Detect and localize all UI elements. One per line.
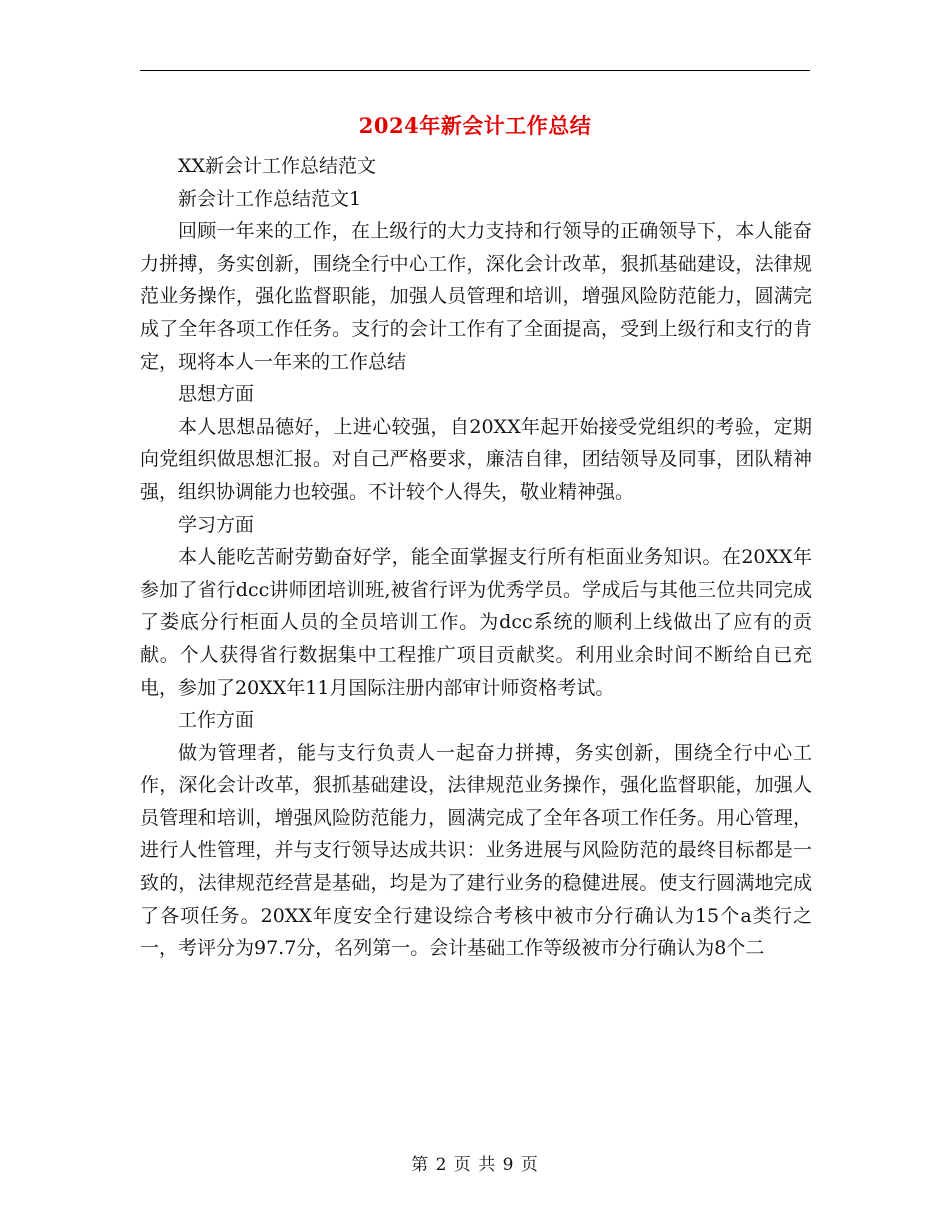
page-number-label: 第 2 页 共 9 页 [411,1155,539,1175]
section-heading: 工作方面 [178,709,255,732]
body-paragraph: 回顾一年来的工作，在上级行的大力支持和行领导的正确领导下，本人能奋力拼搏，务实创新，围绕全行中心工作，深化会计改革，狠抓基础建设，法律规范业务操作，强化监督职能，加强人员管理和培训，增强风险防范能力，圆满完成了全年各项工作任务。支行的会计工作有了全面提高，受到上级行和支行的肯定，现将本人一年来的工作总结 [140,220,812,373]
body-paragraph: 本人思想品德好，上进心较强，自20XX年起开始接受党组织的考验，定期向党组织做思想汇报。对自己严格要求，廉洁自律，团结领导及同事，团队精神强，组织协调能力也较强。不计较个人得失，敬业精神强。 [140,415,812,503]
section-heading: 学习方面 [178,513,255,536]
subtitle-paragraph: XX新会计工作总结范文 [178,155,377,177]
page-footer [0,1153,950,1177]
body-paragraph: 本人能吃苦耐劳勤奋好学，能全面掌握支行所有柜面业务知识。在20XX年参加了省行dcc讲师团培训班,被省行评为优秀学员。学成后与其他三位共同完成了娄底分行柜面人员的全员培训工作。为dcc系统的顺利上线做出了应有的贡献。个人获得省行数据集中工程推广项目贡献奖。利用业余时间不断给自已充电，参加了20XX年11月国际注册内部审计师资格考试。 [140,546,812,699]
section-heading: 思想方面 [178,383,255,406]
document-title: 2024年新会计工作总结 [358,113,592,138]
body-paragraph: 做为管理者，能与支行负责人一起奋力拼搏，务实创新，围绕全行中心工作，深化会计改革，狠抓基础建设，法律规范业务操作，强化监督职能，加强人员管理和培训，增强风险防范能力，圆满完成了全年各项工作任务。用心管理，进行人性管理，并与支行领导达成共识：业务进展与风险防范的最终目标都是一致的，法律规范经营是基础，均是为了建行业务的稳健进展。使支行圆满地完成了各项任务。20XX年度安全行建设综合考核中被市分行确认为15个a类行之一，考评分为97.7分，名列第一。会计基础工作等级被市分行确认为8个二 [140,741,812,960]
section-heading: 新会计工作总结范文1 [178,187,362,210]
header-rule [140,70,810,71]
document-body [140,150,812,965]
